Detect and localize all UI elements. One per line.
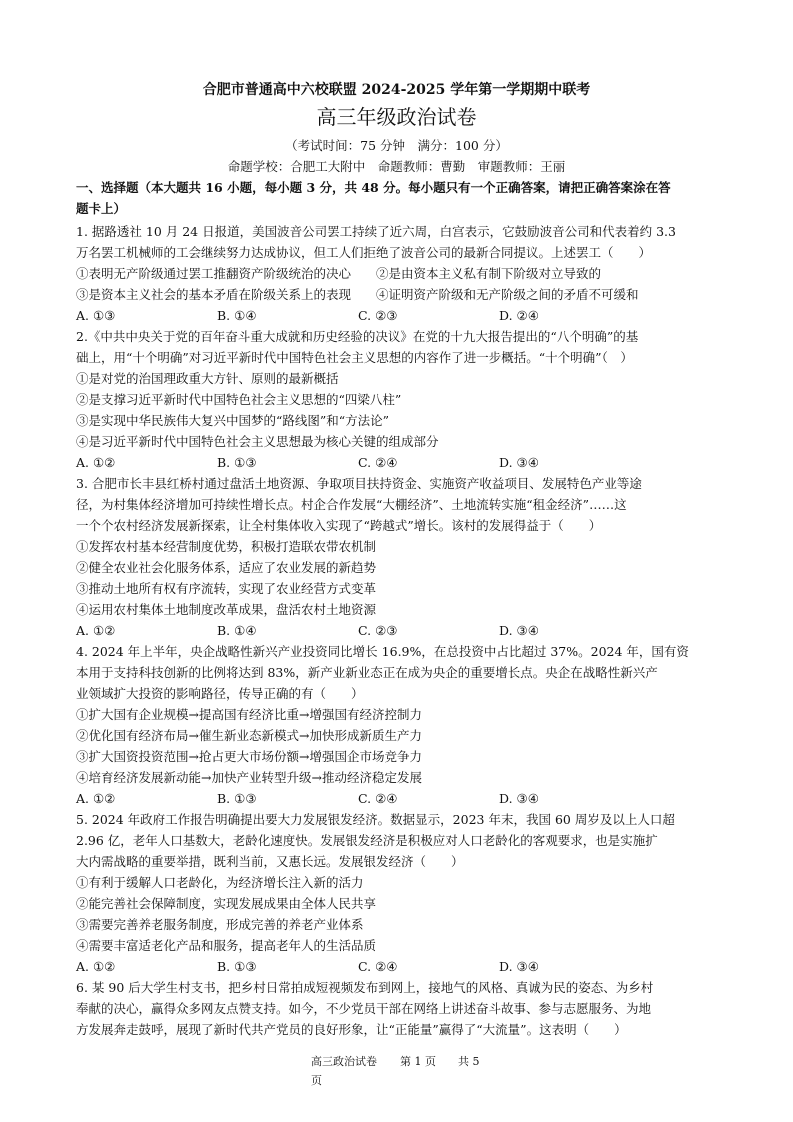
q1-option-b[interactable]: B. ①④ [217,308,257,323]
q3-statement: ④运用农村集体土地制度改革成果，盘活农村土地资源 [76,602,377,617]
q2-option-d[interactable]: D. ③④ [499,455,539,470]
q1-option-a[interactable]: A. ①③ [76,308,116,323]
q2-statement: ③是实现中华民族伟大复兴中国梦的“路线图”和“方法论” [76,413,390,428]
q6-stem: 奉献的决心，赢得众多网友点赞支持。如今，不少党员干部在网络上讲述奋斗故事、参与志愿服务、为地 [76,1001,652,1016]
q5-option-a[interactable]: A. ①② [76,959,116,974]
q5-stem: 2.96 亿，老年人口基数大，老龄化速度快。发展银发经济是积极应对人口老龄化的客观要求，也是实施扩 [76,833,658,848]
q3-option-b[interactable]: B. ①④ [217,623,257,638]
q2-option-b[interactable]: B. ①③ [217,455,257,470]
section-heading: 一、选择题（本大题共 16 小题，每小题 3 分，共 48 分。每小题只有一个正确答案，请把正确答案涂在答 [76,180,671,195]
q2-statement: ④是习近平新时代中国特色社会主义思想最为核心关键的组成部分 [76,434,439,449]
q1-option-d[interactable]: D. ②④ [499,308,539,323]
q4-stem: 本用于支持科技创新的比例将达到 83%，新产业新业态正在成为央企的重要增长点。央企在战略性新兴产 [76,665,658,680]
q5-option-d[interactable]: D. ③④ [499,959,539,974]
footer-total-unit: 页 [311,1074,322,1087]
q3-options [76,621,539,641]
q3-statement: ②健全农业社会化服务体系，适应了农业发展的新趋势 [76,560,377,575]
exam-authors: 命题学校：合肥工大附中 命题教师：曹勤 审题教师：王丽 [227,159,566,174]
q6-stem: 方发展奔走鼓呼，展现了新时代共产党员的良好形象，让“正能量”赢得了“大流量”。这表明（ ） [76,1022,627,1037]
q1-options [76,306,539,326]
q4-statement: ②优化国有经济布局→催生新业态新模式→加快形成新质生产力 [76,728,422,743]
footer-total-pages: 共 5 [458,1055,480,1068]
q4-statement: ③扩大国资投资范围→抢占更大市场份额→增强国企市场竞争力 [76,749,422,764]
q1-statement: ③是资本主义社会的基本矛盾在阶级关系上的表现 ④证明资产阶级和无产阶级之间的矛盾不可缓和 [76,287,639,302]
q3-stem: 一个个农村经济发展新探索，让全村集体收入实现了“跨越式”增长。该村的发展得益于（ ） [76,518,602,533]
q3-option-a[interactable]: A. ①② [76,623,116,638]
q5-option-c[interactable]: C. ②④ [358,959,398,974]
q2-options [76,453,539,473]
q1-statement: ①表明无产阶级通过罢工推翻资产阶级统治的决心 ②是由资本主义私有制下阶级对立导致的 [76,266,602,281]
q1-stem: 1. 据路透社 10 月 24 日报道，美国波音公司罢工持续了近六周，白宫表示，它鼓励波音公司和代表着约 3.3 [76,224,676,239]
q3-statement: ③推动土地所有权有序流转，实现了农业经营方式变革 [76,581,377,596]
q4-option-c[interactable]: C. ②④ [358,791,398,806]
q5-statement: ④需要丰富适老化产品和服务，提高老年人的生活品质 [76,938,377,953]
q3-option-d[interactable]: D. ③④ [499,623,539,638]
q5-statement: ③需要完善养老服务制度，形成完善的养老产业体系 [76,917,364,932]
q4-option-d[interactable]: D. ③④ [499,791,539,806]
q2-statement: ②是支撑习近平新时代中国特色社会主义思想的“四梁八柱” [76,392,402,407]
q4-statement: ①扩大国有企业规模→提高国有经济比重→增强国有经济控制力 [76,707,422,722]
q4-statement: ④培育经济发展新动能→加快产业转型升级→推动经济稳定发展 [76,770,422,785]
q5-statement: ①有利于缓解人口老龄化，为经济增长注入新的活力 [76,875,364,890]
q5-options [76,957,539,977]
q5-stem: 5. 2024 年政府工作报告明确提出要大力发展银发经济。数据显示，2023 年末，我国 60 周岁及以上人口超 [76,812,675,827]
q4-stem: 业领域扩大投资的影响路径，传导正确的有（ ） [76,686,364,701]
q6-stem: 6. 某 90 后大学生村支书，把乡村日常拍成短视频发布到网上，接地气的风格、真诚为民的姿态、为乡村 [76,980,654,995]
q2-option-c[interactable]: C. ②④ [358,455,398,470]
exam-title: 合肥市普通高中六校联盟 2024-2025 学年第一学期期中联考 [202,82,591,98]
q4-options [76,789,539,809]
q5-statement: ②能完善社会保障制度，实现发展成果由全体人民共享 [76,896,377,911]
footer-subject: 高三政治试卷 [311,1055,377,1068]
q3-option-c[interactable]: C. ②③ [358,623,398,638]
q5-stem: 大内需战略的重要举措，既利当前，又惠长远。发展银发经济（ ） [76,854,464,869]
q3-statement: ①发挥农村基本经营制度优势，积极打造联农带农机制 [76,539,377,554]
q4-stem: 4. 2024 年上半年，央企战略性新兴产业投资同比增长 16.9%，在总投资中占比超过 37%。2024 年，国有资 [76,644,689,659]
section-heading-cont: 题卡上） [76,201,127,216]
q2-statement: ①是对党的治国理政重大方针、原则的最新概括 [76,371,339,386]
q2-stem: 础上，用“十个明确”对习近平新时代中国特色社会主义思想的内容作了进一步概括。“十个明确”（ ） [76,350,633,365]
q4-option-a[interactable]: A. ①② [76,791,116,806]
q3-stem: 径，为村集体经济增加可持续性增长点。村企合作发展“大棚经济”、土地流转实施“租金经济”……这 [76,497,627,512]
q4-option-b[interactable]: B. ①③ [217,791,257,806]
q1-stem: 万名罢工机械师的工会继续努力达成协议，但工人们拒绝了波音公司的最新合同提议。上述罢工（ ） [76,245,652,260]
q2-stem: 2.《中共中央关于党的百年奋斗重大成就和历史经验的决议》在党的十九大报告提出的“八个明确”的基 [76,329,639,344]
footer-page-number: 第 1 页 [400,1055,436,1068]
q3-stem: 3. 合肥市长丰县红桥村通过盘活土地资源、争取项目扶持资金、实施资产收益项目、发展特色产业等途 [76,476,642,491]
q5-option-b[interactable]: B. ①③ [217,959,257,974]
exam-info: （考试时间：75 分钟 满分：100 分） [285,138,508,153]
q2-option-a[interactable]: A. ①② [76,455,116,470]
q1-option-c[interactable]: C. ②③ [358,308,398,323]
exam-subtitle: 高三年级政治试卷 [316,105,477,129]
